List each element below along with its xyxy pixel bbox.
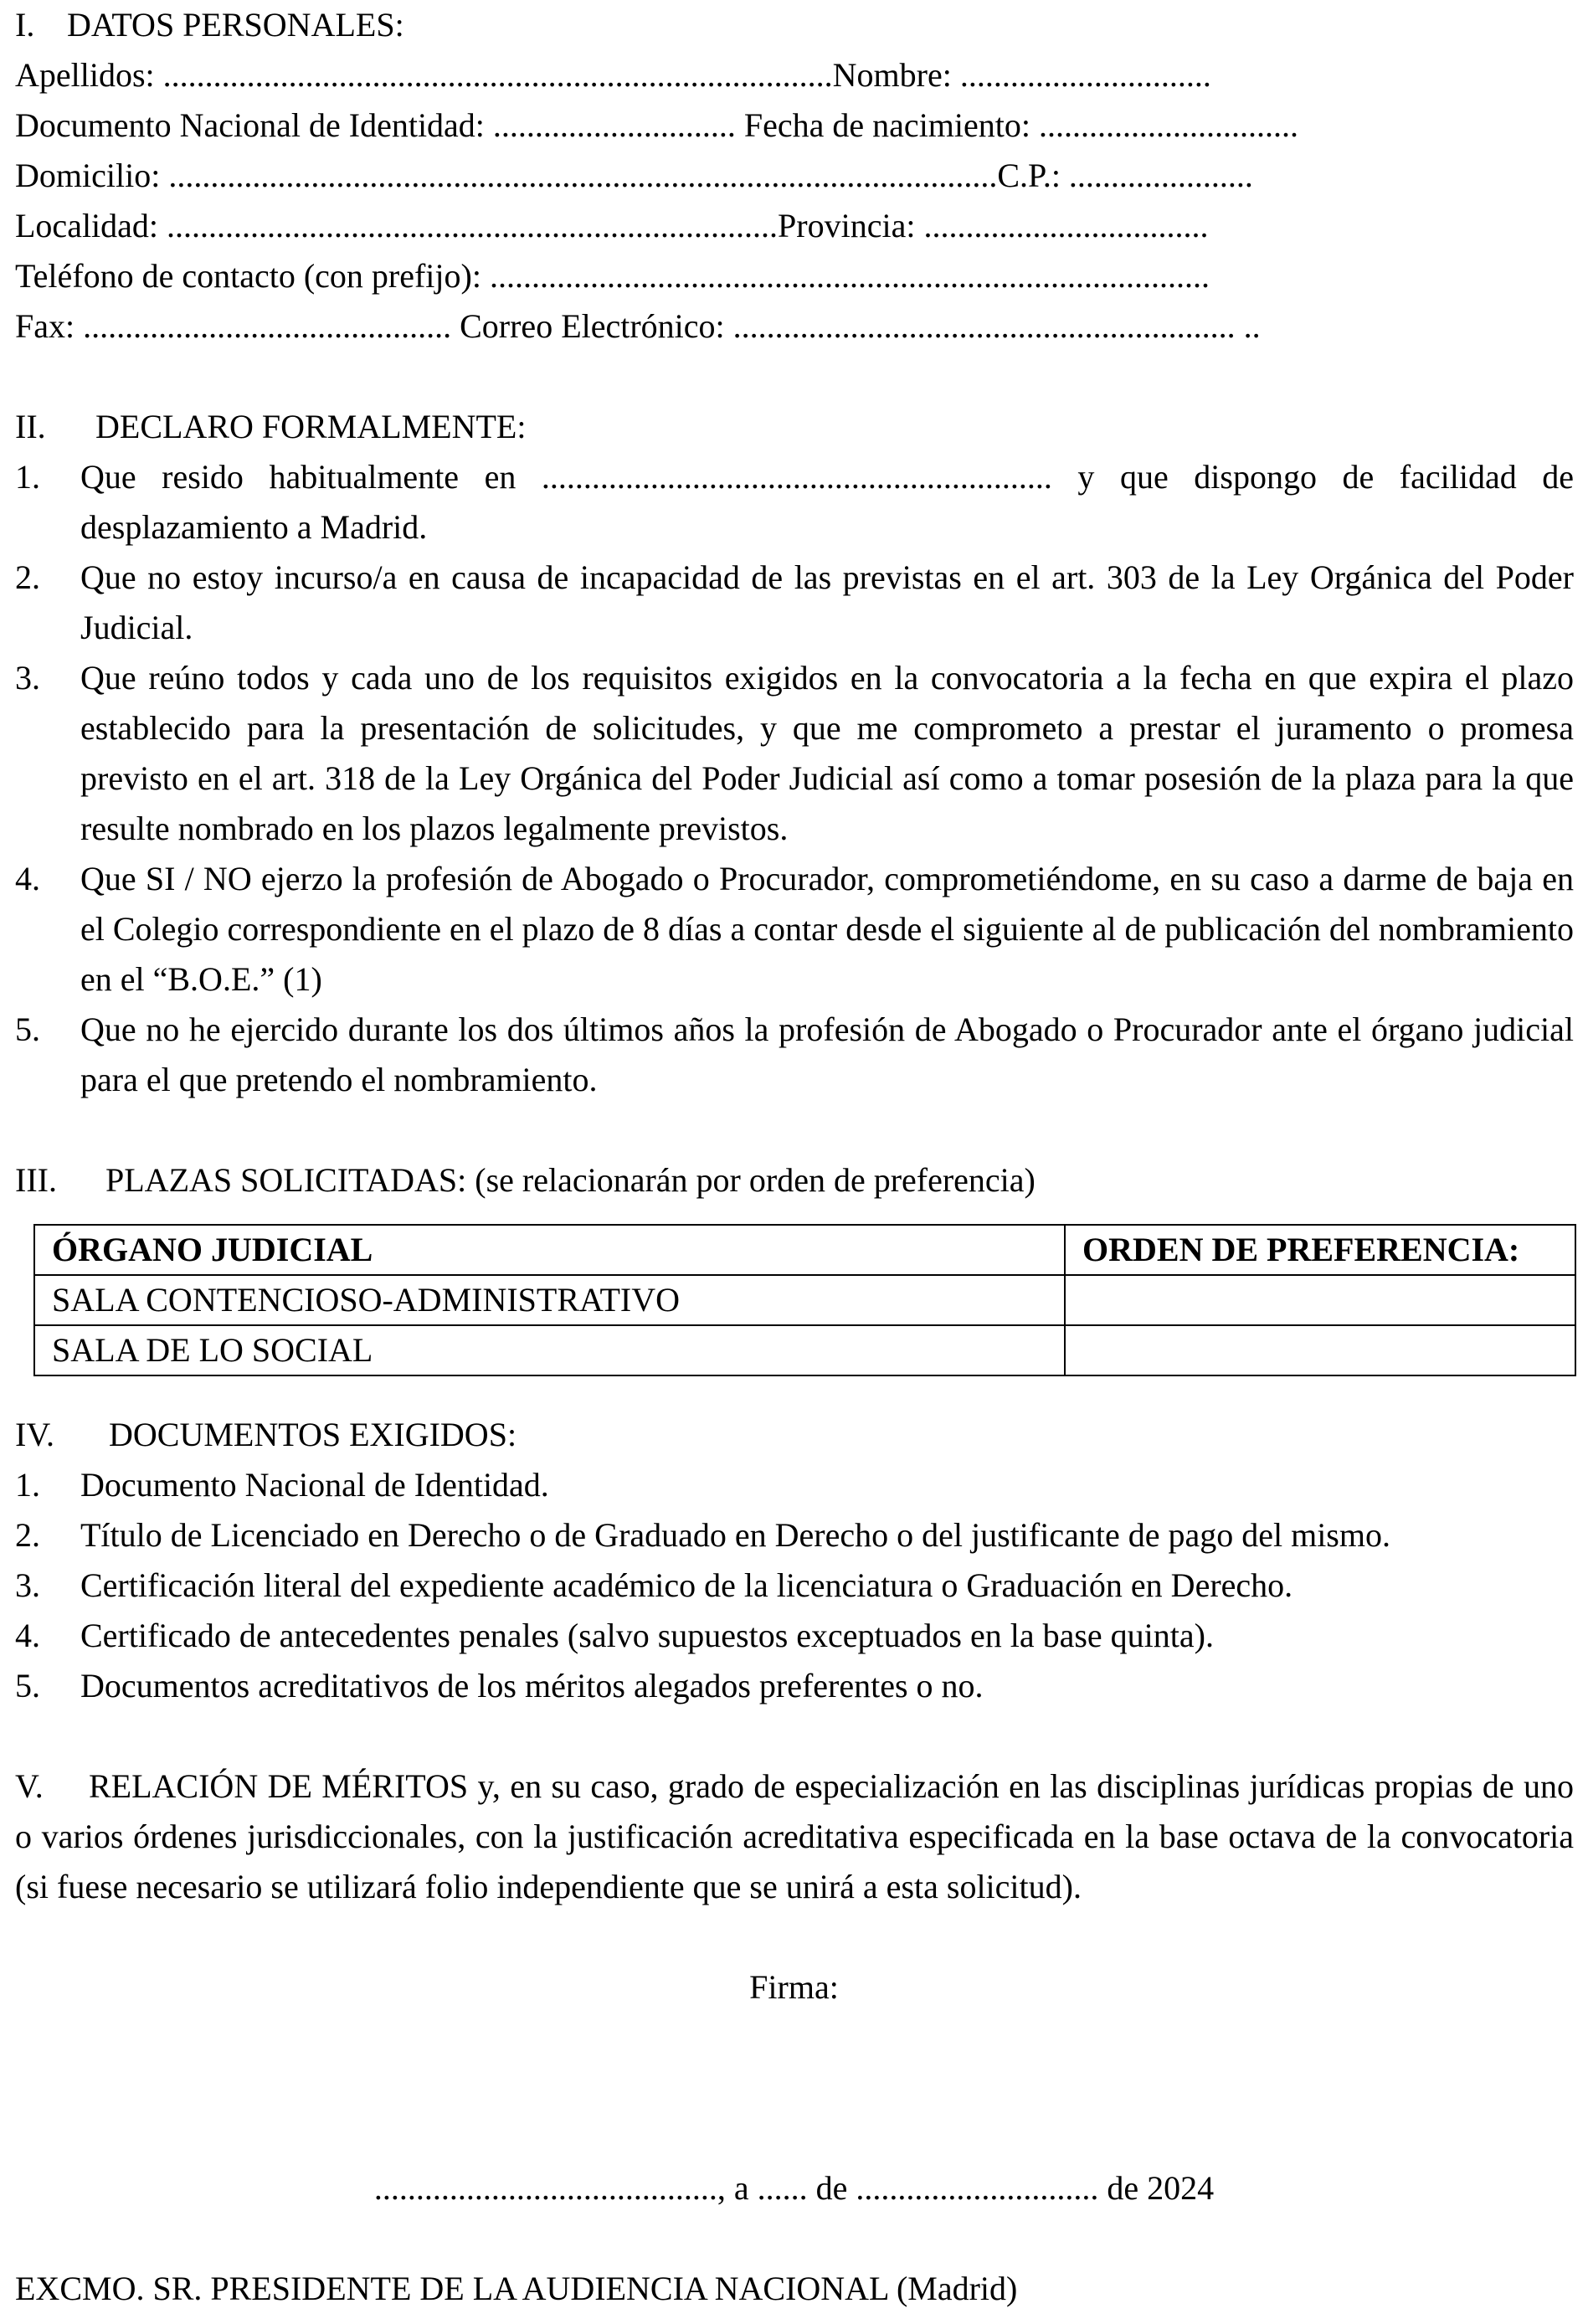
document-item bbox=[15, 1611, 1574, 1661]
item-number: 1. bbox=[15, 1466, 40, 1504]
item-number: 1. bbox=[15, 458, 40, 496]
organo-cell: SALA CONTENCIOSO-ADMINISTRATIVO bbox=[34, 1275, 1065, 1325]
item-number: 5. bbox=[15, 1667, 40, 1704]
field-line-localidad-provincia[interactable]: Localidad: .........................................................................Provincia: .................................. bbox=[15, 207, 1209, 244]
date-place-line[interactable]: ........................................., a ...... de ............................. de 2024 bbox=[373, 2169, 1215, 2207]
item-text: Que no he ejercido durante los dos últimos años la profesión de Abogado o Procurador ante el órgano judicial para el que pretendo el nombramiento. bbox=[80, 1010, 1574, 1098]
field-line-apellidos-nombre[interactable]: Apellidos: ................................................................................Nombre: .............................. bbox=[15, 56, 1211, 94]
column-header-organo: ÓRGANO JUDICIAL bbox=[34, 1225, 1065, 1275]
section-documents-heading bbox=[15, 1410, 1574, 1460]
item-text: Título de Licenciado en Derecho o de Graduado en Derecho o del justificante de pago del mismo. bbox=[80, 1516, 1390, 1554]
item-text: Que SI / NO ejerzo la profesión de Abogado o Procurador, comprometiéndome, en su caso a darme de baja en el Colegio correspondiente en el plazo de 8 días a contar desde el siguiente al de publicación del nombramiento en el “B.O.E.” (1) bbox=[80, 860, 1574, 998]
item-text: Que no estoy incurso/a en causa de incapacidad de las previstas en el art. 303 de la Ley Orgánica del Poder Judicial. bbox=[80, 558, 1574, 646]
section-personal-data-heading bbox=[15, 0, 1574, 50]
section-number: V. bbox=[15, 1767, 44, 1805]
preferencia-input-cell[interactable] bbox=[1065, 1325, 1575, 1375]
declaration-item bbox=[15, 854, 1574, 1005]
declaration-item bbox=[15, 452, 1574, 553]
section-number: I. bbox=[15, 6, 35, 44]
document-item bbox=[15, 1560, 1574, 1611]
item-text: Que reúno todos y cada uno de los requisitos exigidos en la convocatoria a la fecha en que expira el plazo establecido para la presentación de solicitudes, y que me comprometo a prestar el juramento o promesa previsto en el art. 318 de la Ley Orgánica del Poder Judicial así como a tomar posesión de la plaza para la que resulte nombrado en los plazos legalmente previstos. bbox=[80, 659, 1574, 847]
declaration-item bbox=[15, 1005, 1574, 1105]
table-row bbox=[34, 1275, 1575, 1325]
item-text: Certificado de antecedentes penales (salvo supuestos exceptuados en la base quinta). bbox=[80, 1617, 1214, 1654]
form-page bbox=[15, 0, 1574, 2314]
section-number: III. bbox=[15, 1161, 57, 1199]
section-number: II. bbox=[15, 408, 46, 445]
item-text: Documento Nacional de Identidad. bbox=[80, 1466, 549, 1504]
section-title: DECLARO FORMALMENTE: bbox=[95, 408, 527, 445]
signature-label: Firma: bbox=[749, 1968, 839, 2006]
item-number: 3. bbox=[15, 1566, 40, 1604]
field-line-dni-fecha-nacimiento[interactable]: Documento Nacional de Identidad: ............................. Fecha de nacimiento: ............................... bbox=[15, 106, 1299, 144]
item-number: 4. bbox=[15, 860, 40, 897]
section-meritos-paragraph bbox=[15, 1761, 1574, 1912]
document-item bbox=[15, 1460, 1574, 1510]
plazas-table bbox=[33, 1224, 1576, 1376]
section-title: DOCUMENTOS EXIGIDOS: bbox=[109, 1416, 517, 1453]
section-plazas-heading bbox=[15, 1155, 1574, 1206]
preferencia-input-cell[interactable] bbox=[1065, 1275, 1575, 1325]
section-declaration-heading bbox=[15, 402, 1574, 452]
declaration-item bbox=[15, 653, 1574, 854]
item-number: 3. bbox=[15, 659, 40, 697]
item-number: 2. bbox=[15, 1516, 40, 1554]
item-number: 2. bbox=[15, 558, 40, 596]
field-line-telefono[interactable]: Teléfono de contacto (con prefijo): ...................................................................................... bbox=[15, 257, 1210, 295]
table-header-row bbox=[34, 1225, 1575, 1275]
section-title: PLAZAS SOLICITADAS: (se relacionarán por orden de preferencia) bbox=[105, 1161, 1036, 1199]
declaration-item bbox=[15, 553, 1574, 653]
item-text: Que resido habitualmente en ............................................................. y que dispongo de facilidad de desplazamiento a Madrid. bbox=[80, 458, 1574, 546]
section-number: IV. bbox=[15, 1416, 55, 1453]
item-number: 5. bbox=[15, 1010, 40, 1048]
field-line-domicilio-cp[interactable]: Domicilio: ...................................................................................................C.P.: ...................... bbox=[15, 157, 1253, 194]
column-header-preferencia: ORDEN DE PREFERENCIA: bbox=[1065, 1225, 1575, 1275]
document-item bbox=[15, 1661, 1574, 1711]
item-text: Documentos acreditativos de los méritos alegados preferentes o no. bbox=[80, 1667, 984, 1704]
item-text: Certificación literal del expediente académico de la licenciatura o Graduación en Derecho. bbox=[80, 1566, 1293, 1604]
field-line-fax-email[interactable]: Fax: ............................................ Correo Electrónico: ............................................................ .. bbox=[15, 307, 1261, 345]
section-text: RELACIÓN DE MÉRITOS y, en su caso, grado de especialización en las disciplinas jurídicas propias de uno o varios órdenes jurisdiccionales, con la justificación acreditativa especificada en la base octava de la convocatoria (si fuese necesario se utilizará folio independiente que se unirá a esta solicitud). bbox=[15, 1767, 1574, 1905]
table-row bbox=[34, 1325, 1575, 1375]
item-number: 4. bbox=[15, 1617, 40, 1654]
document-item bbox=[15, 1510, 1574, 1560]
organo-cell: SALA DE LO SOCIAL bbox=[34, 1325, 1065, 1375]
addressee: EXCMO. SR. PRESIDENTE DE LA AUDIENCIA NACIONAL (Madrid) bbox=[15, 2270, 1018, 2307]
section-title: DATOS PERSONALES: bbox=[67, 6, 404, 44]
